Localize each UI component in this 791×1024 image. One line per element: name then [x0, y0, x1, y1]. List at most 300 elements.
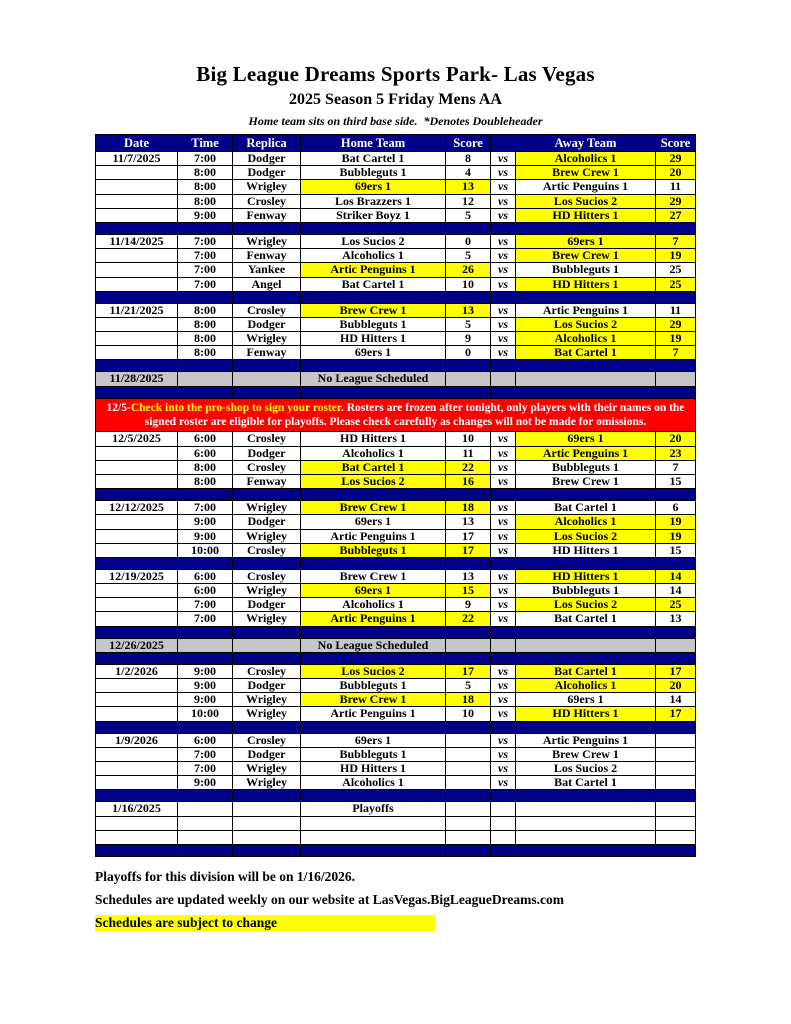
separator-cell [656, 790, 696, 802]
score-away-cell [656, 816, 696, 830]
game-row [96, 277, 696, 291]
replica-cell: Fenway [233, 208, 301, 222]
time-cell: 8:00 [178, 180, 233, 194]
separator-cell [446, 652, 491, 664]
away-team-cell: Brew Crew 1 [516, 166, 656, 180]
date-cell [96, 446, 178, 460]
separator-cell [656, 360, 696, 372]
separator-cell [96, 790, 178, 802]
separator-cell [301, 844, 446, 856]
time-cell: 7:00 [178, 612, 233, 626]
away-score-cell: 7 [656, 234, 696, 248]
away-score-cell: 20 [656, 166, 696, 180]
score-home-cell [446, 830, 491, 844]
home-team-cell: 69ers 1 [301, 180, 446, 194]
vs-cell: vs [491, 277, 516, 291]
page-note: Home team sits on third base side. *Denotes Doubleheader [248, 114, 543, 128]
vs-cell [491, 638, 516, 652]
time-cell: 9:00 [178, 515, 233, 529]
separator-cell [301, 386, 446, 398]
time-cell: 8:00 [178, 346, 233, 360]
time-cell [178, 638, 233, 652]
footer-website-note: Schedules are updated weekly on our website at LasVegas.BigLeagueDreams.com [95, 891, 565, 907]
separator-cell [301, 721, 446, 733]
separator-cell [233, 222, 301, 234]
home-team-cell: Bat Cartel 1 [301, 277, 446, 291]
game-row [96, 679, 696, 693]
away-score-cell: 20 [656, 432, 696, 446]
home-score-cell [446, 747, 491, 761]
away-team-cell: Alcoholics 1 [516, 679, 656, 693]
footer-playoffs-note: Playoffs for this division will be on 1/16/2026. [95, 868, 356, 884]
away-score-cell [656, 761, 696, 775]
date-cell: 11/21/2025 [96, 303, 178, 317]
home-score-cell: 26 [446, 263, 491, 277]
away-team-cell: 69ers 1 [516, 432, 656, 446]
date-cell [96, 612, 178, 626]
away-score-cell: 7 [656, 346, 696, 360]
separator-row [96, 489, 696, 501]
replica-cell: Dodger [233, 598, 301, 612]
separator-cell [656, 626, 696, 638]
home-team-cell: Artic Penguins 1 [301, 612, 446, 626]
notice-text-segment: Check into the pro-shop to sign your roster [130, 401, 341, 414]
time-cell: 8:00 [178, 166, 233, 180]
home-team-cell: 69ers 1 [301, 733, 446, 747]
game-row [96, 501, 696, 515]
no-league-row [96, 372, 696, 386]
time-cell: 7:00 [178, 501, 233, 515]
away-team-cell: HD Hitters 1 [516, 543, 656, 557]
home-score-cell: 0 [446, 346, 491, 360]
separator-row [96, 652, 696, 664]
separator-cell [301, 557, 446, 569]
away-team-cell: HD Hitters 1 [516, 707, 656, 721]
separator-cell [516, 844, 656, 856]
separator-cell [491, 626, 516, 638]
separator-cell [446, 222, 491, 234]
separator-cell [516, 721, 656, 733]
replica-cell: Crosley [233, 194, 301, 208]
separator-cell [178, 291, 233, 303]
time-cell: 8:00 [178, 317, 233, 331]
separator-cell [491, 360, 516, 372]
home-score-cell [446, 802, 491, 816]
away-score-cell: 25 [656, 598, 696, 612]
vs-cell: vs [491, 208, 516, 222]
away-team-cell: Bubbleguts 1 [516, 460, 656, 474]
date-cell: 1/16/2025 [96, 802, 178, 816]
time-cell: 6:00 [178, 584, 233, 598]
col-header-score-away: Score [656, 135, 696, 152]
separator-cell [656, 721, 696, 733]
game-row [96, 152, 696, 166]
game-row [96, 776, 696, 790]
vs-cell: vs [491, 152, 516, 166]
home-team-cell: Artic Penguins 1 [301, 263, 446, 277]
separator-cell [96, 386, 178, 398]
away-score-cell: 19 [656, 249, 696, 263]
away-team-cell: HD Hitters 1 [516, 277, 656, 291]
date-cell [96, 679, 178, 693]
date-cell [96, 474, 178, 488]
separator-cell [233, 626, 301, 638]
vs-cell [491, 816, 516, 830]
col-header-time: Time [178, 135, 233, 152]
home-score-cell [446, 372, 491, 386]
separator-cell [446, 844, 491, 856]
date-cell: 11/7/2025 [96, 152, 178, 166]
home-team-cell: Alcoholics 1 [301, 446, 446, 460]
separator-row [96, 360, 696, 372]
vs-cell: vs [491, 194, 516, 208]
away-team-cell: 69ers 1 [516, 234, 656, 248]
replica-cell: Wrigley [233, 693, 301, 707]
away-score-cell: 17 [656, 664, 696, 678]
home-score-cell: 5 [446, 208, 491, 222]
home-score-cell: 22 [446, 612, 491, 626]
home-team-cell: Brew Crew 1 [301, 303, 446, 317]
replica-cell [233, 830, 301, 844]
separator-cell [446, 489, 491, 501]
footer [95, 869, 791, 931]
date-cell [96, 166, 178, 180]
home-score-cell: 5 [446, 249, 491, 263]
separator-cell [516, 557, 656, 569]
home-score-cell: 9 [446, 598, 491, 612]
separator-cell [446, 291, 491, 303]
home-team-cell: Artic Penguins 1 [301, 707, 446, 721]
game-row [96, 598, 696, 612]
home-score-cell: 18 [446, 693, 491, 707]
home-team-cell: Alcoholics 1 [301, 598, 446, 612]
home-score-cell: 0 [446, 234, 491, 248]
home-team-cell: 69ers 1 [301, 515, 446, 529]
away-team-cell: Brew Crew 1 [516, 474, 656, 488]
time-cell: 8:00 [178, 460, 233, 474]
col-header-vs [491, 135, 516, 152]
home-score-cell [446, 761, 491, 775]
replica-cell [233, 372, 301, 386]
separator-cell [178, 721, 233, 733]
vs-cell: vs [491, 474, 516, 488]
away-score-cell: 25 [656, 263, 696, 277]
home-team-cell [301, 816, 446, 830]
separator-cell [446, 557, 491, 569]
time-cell: 7:00 [178, 249, 233, 263]
home-team-cell: Bubbleguts 1 [301, 166, 446, 180]
time-cell: 9:00 [178, 679, 233, 693]
vs-cell: vs [491, 249, 516, 263]
vs-cell: vs [491, 180, 516, 194]
separator-cell [233, 489, 301, 501]
time-cell: 9:00 [178, 529, 233, 543]
vs-cell: vs [491, 432, 516, 446]
vs-cell [491, 372, 516, 386]
home-score-cell: 5 [446, 317, 491, 331]
away-team-cell: Los Sucios 2 [516, 317, 656, 331]
vs-cell: vs [491, 693, 516, 707]
replica-cell: Wrigley [233, 707, 301, 721]
home-team-cell: HD Hitters 1 [301, 332, 446, 346]
separator-cell [301, 489, 446, 501]
vs-cell: vs [491, 263, 516, 277]
replica-cell: Angel [233, 277, 301, 291]
home-team-cell [301, 830, 446, 844]
separator-cell [233, 360, 301, 372]
replica-cell: Crosley [233, 569, 301, 583]
replica-cell: Dodger [233, 515, 301, 529]
date-cell [96, 776, 178, 790]
away-team-cell: Bubbleguts 1 [516, 263, 656, 277]
away-score-cell [656, 372, 696, 386]
away-score-cell [656, 776, 696, 790]
date-cell [96, 317, 178, 331]
vs-cell: vs [491, 501, 516, 515]
home-team-cell: HD Hitters 1 [301, 432, 446, 446]
vs-cell: vs [491, 747, 516, 761]
away-team-cell: Bat Cartel 1 [516, 346, 656, 360]
vs-cell: vs [491, 569, 516, 583]
away-score-cell: 29 [656, 152, 696, 166]
replica-cell: Dodger [233, 747, 301, 761]
replica-cell: Wrigley [233, 761, 301, 775]
separator-cell [516, 652, 656, 664]
away-team-cell [516, 802, 656, 816]
col-header-score-home: Score [446, 135, 491, 152]
home-score-cell: 18 [446, 501, 491, 515]
date-cell: 11/14/2025 [96, 234, 178, 248]
date-cell: 12/5/2025 [96, 432, 178, 446]
vs-cell: vs [491, 776, 516, 790]
away-team-cell: Brew Crew 1 [516, 747, 656, 761]
game-row [96, 460, 696, 474]
separator-cell [516, 291, 656, 303]
time-cell: 9:00 [178, 664, 233, 678]
date-cell: 11/28/2025 [96, 372, 178, 386]
time-cell: 6:00 [178, 733, 233, 747]
vs-cell: vs [491, 446, 516, 460]
time-cell: 7:00 [178, 152, 233, 166]
away-score-cell: 15 [656, 474, 696, 488]
away-score-cell: 19 [656, 332, 696, 346]
no-league-row [96, 638, 696, 652]
away-team-cell: Artic Penguins 1 [516, 180, 656, 194]
vs-cell: vs [491, 707, 516, 721]
away-team-cell: Brew Crew 1 [516, 249, 656, 263]
away-team-cell: Artic Penguins 1 [516, 303, 656, 317]
home-score-cell: 13 [446, 303, 491, 317]
away-score-cell: 17 [656, 707, 696, 721]
vs-cell: vs [491, 460, 516, 474]
separator-cell [516, 222, 656, 234]
game-row [96, 747, 696, 761]
date-cell [96, 332, 178, 346]
replica-cell: Crosley [233, 664, 301, 678]
game-row [96, 664, 696, 678]
date-cell [96, 598, 178, 612]
vs-cell: vs [491, 679, 516, 693]
separator-cell [656, 844, 696, 856]
time-cell: 10:00 [178, 543, 233, 557]
separator-cell [96, 721, 178, 733]
away-score-cell: 11 [656, 180, 696, 194]
separator-cell [233, 652, 301, 664]
vs-cell: vs [491, 543, 516, 557]
separator-cell [96, 291, 178, 303]
away-team-cell [516, 816, 656, 830]
page-subtitle: 2025 Season 5 Friday Mens AA [289, 91, 502, 108]
vs-cell [491, 802, 516, 816]
home-team-cell: Brew Crew 1 [301, 501, 446, 515]
home-score-cell: 10 [446, 277, 491, 291]
time-cell: 9:00 [178, 776, 233, 790]
home-score-cell: 8 [446, 152, 491, 166]
separator-cell [656, 489, 696, 501]
away-team-cell: Alcoholics 1 [516, 152, 656, 166]
game-row [96, 166, 696, 180]
away-score-cell: 29 [656, 317, 696, 331]
home-team-cell: Brew Crew 1 [301, 693, 446, 707]
replica-cell: Crosley [233, 733, 301, 747]
separator-cell [96, 626, 178, 638]
separator-cell [233, 291, 301, 303]
away-team-cell [516, 638, 656, 652]
away-score-cell: 25 [656, 277, 696, 291]
away-score-cell [656, 802, 696, 816]
replica-cell: Fenway [233, 346, 301, 360]
game-row [96, 584, 696, 598]
separator-cell [656, 652, 696, 664]
away-team-cell: 69ers 1 [516, 693, 656, 707]
date-cell: 12/19/2025 [96, 569, 178, 583]
separator-cell [96, 557, 178, 569]
away-team-cell: Alcoholics 1 [516, 515, 656, 529]
home-team-cell: Alcoholics 1 [301, 776, 446, 790]
replica-cell: Wrigley [233, 332, 301, 346]
vs-cell: vs [491, 584, 516, 598]
home-team-cell: Bubbleguts 1 [301, 543, 446, 557]
separator-cell [301, 790, 446, 802]
vs-cell: vs [491, 529, 516, 543]
separator-cell [446, 790, 491, 802]
date-cell [96, 194, 178, 208]
separator-cell [301, 291, 446, 303]
separator-cell [491, 790, 516, 802]
date-cell [96, 460, 178, 474]
away-team-cell: HD Hitters 1 [516, 208, 656, 222]
game-row [96, 446, 696, 460]
separator-cell [178, 626, 233, 638]
away-score-cell: 20 [656, 679, 696, 693]
home-score-cell: 10 [446, 432, 491, 446]
home-score-cell: 4 [446, 166, 491, 180]
separator-cell [446, 721, 491, 733]
game-row [96, 208, 696, 222]
home-team-cell: Artic Penguins 1 [301, 529, 446, 543]
date-cell [96, 529, 178, 543]
separator-cell [446, 360, 491, 372]
game-row [96, 761, 696, 775]
separator-cell [178, 652, 233, 664]
replica-cell: Wrigley [233, 180, 301, 194]
away-team-cell: Artic Penguins 1 [516, 733, 656, 747]
date-cell [96, 830, 178, 844]
time-cell: 7:00 [178, 761, 233, 775]
game-row [96, 707, 696, 721]
home-score-cell [446, 776, 491, 790]
date-cell [96, 693, 178, 707]
time-cell: 10:00 [178, 707, 233, 721]
home-team-cell: Brew Crew 1 [301, 569, 446, 583]
replica-cell [233, 802, 301, 816]
home-score-cell: 13 [446, 180, 491, 194]
replica-cell: Wrigley [233, 612, 301, 626]
separator-cell [178, 489, 233, 501]
home-score-cell: 10 [446, 707, 491, 721]
vs-cell: vs [491, 515, 516, 529]
vs-cell [491, 830, 516, 844]
time-cell: 6:00 [178, 432, 233, 446]
game-row [96, 733, 696, 747]
game-row [96, 515, 696, 529]
away-team-cell: Artic Penguins 1 [516, 446, 656, 460]
home-score-cell: 13 [446, 515, 491, 529]
time-cell [178, 802, 233, 816]
game-row [96, 234, 696, 248]
notice-cell [96, 398, 696, 432]
separator-cell [491, 557, 516, 569]
replica-cell: Dodger [233, 679, 301, 693]
time-cell: 8:00 [178, 474, 233, 488]
date-cell [96, 761, 178, 775]
home-score-cell: 9 [446, 332, 491, 346]
away-score-cell: 19 [656, 529, 696, 543]
separator-cell [491, 222, 516, 234]
game-row [96, 346, 696, 360]
roster-notice-row [96, 398, 696, 432]
replica-cell: Yankee [233, 263, 301, 277]
date-cell: 1/2/2026 [96, 664, 178, 678]
separator-cell [491, 489, 516, 501]
replica-cell: Crosley [233, 460, 301, 474]
date-cell [96, 277, 178, 291]
separator-row [96, 721, 696, 733]
time-cell: 7:00 [178, 234, 233, 248]
separator-cell [301, 360, 446, 372]
vs-cell: vs [491, 733, 516, 747]
separator-row [96, 790, 696, 802]
date-cell [96, 543, 178, 557]
game-row [96, 317, 696, 331]
separator-row [96, 386, 696, 398]
away-score-cell: 23 [656, 446, 696, 460]
empty-row [96, 830, 696, 844]
notice-text-segment: 12/5- [106, 401, 131, 414]
separator-cell [96, 652, 178, 664]
empty-row [96, 816, 696, 830]
replica-cell: Wrigley [233, 501, 301, 515]
replica-cell [233, 816, 301, 830]
date-cell [96, 208, 178, 222]
away-team-cell [516, 830, 656, 844]
no-league-label-cell: No League Scheduled [301, 638, 446, 652]
home-score-cell: 17 [446, 529, 491, 543]
date-cell [96, 180, 178, 194]
separator-cell [656, 557, 696, 569]
separator-cell [96, 844, 178, 856]
vs-cell: vs [491, 303, 516, 317]
